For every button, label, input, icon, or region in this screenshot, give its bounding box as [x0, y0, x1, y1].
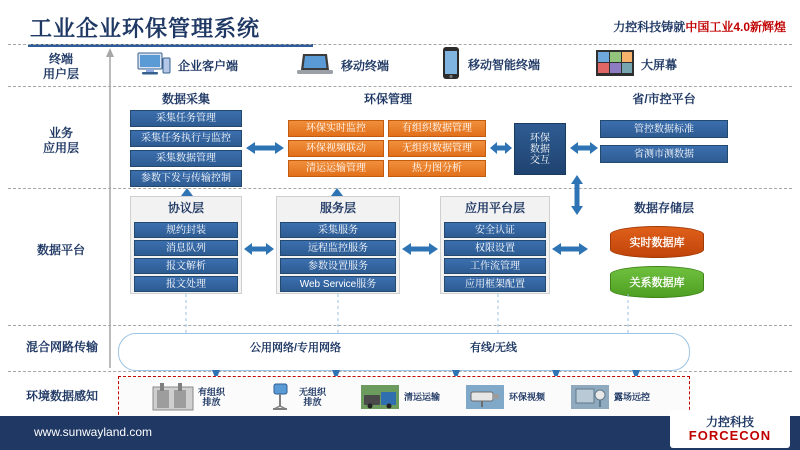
page-title: 工业企业环保管理系统 — [30, 16, 261, 41]
collect-header: 数据采集 — [161, 91, 210, 106]
envmgmt-item-l0[interactable]: 环保实时监控 — [288, 120, 384, 137]
arrow-protocol-to-service — [244, 243, 274, 255]
app-item-0[interactable]: 安全认证 — [444, 222, 546, 238]
storage-header: 数据存储层 — [633, 200, 694, 215]
service-item-2[interactable]: 参数设置服务 — [280, 258, 396, 274]
sensor-label: 环保视频 — [509, 392, 546, 402]
row-label-terminal: 终端 用户层 — [42, 52, 79, 81]
truck-icon — [360, 383, 400, 411]
envmgmt-item-l2[interactable]: 清运运输管理 — [288, 160, 384, 177]
collect-item-2[interactable]: 采集数据管理 — [130, 150, 242, 167]
videowall-icon — [595, 48, 635, 80]
network-label-left: 公用网络/专用网络 — [250, 342, 342, 354]
row-label-platform: 数据平台 — [36, 243, 85, 257]
stack-emission-icon — [152, 383, 194, 411]
brand-name-en: FORCECON — [688, 427, 772, 443]
app-item-2[interactable]: 工作流管理 — [444, 258, 546, 274]
sensor-stack-emission[interactable] — [152, 383, 225, 411]
sensor-label: 有组织 排放 — [198, 387, 226, 407]
terminal-desktop[interactable] — [136, 50, 238, 80]
envmgmt-item-l1[interactable]: 环保视频联动 — [288, 140, 384, 157]
arrow-app-to-storage — [552, 243, 588, 255]
laptop-icon — [295, 50, 335, 80]
terminal-label: 移动智能终端 — [468, 57, 541, 72]
terminal-laptop[interactable] — [295, 50, 389, 80]
province-header: 省/市控平台 — [632, 91, 696, 106]
protocol-item-3[interactable]: 报文处理 — [134, 276, 238, 292]
protocol-item-0[interactable]: 规约封装 — [134, 222, 238, 238]
service-item-3[interactable]: Web Service服务 — [280, 276, 396, 292]
envmgmt-item-r0[interactable]: 有组织数据管理 — [388, 120, 486, 137]
terminal-smartphone[interactable] — [440, 46, 540, 82]
arrow-exchange-to-app — [570, 175, 582, 215]
app-item-1[interactable]: 权限设置 — [444, 240, 546, 256]
protocol-item-2[interactable]: 报文解析 — [134, 258, 238, 274]
sensor-remote-monitor[interactable] — [570, 383, 650, 411]
app-header: 应用平台层 — [464, 200, 525, 215]
brand-name-cn: 力控科技 — [705, 414, 754, 429]
slogan-highlight: 中国工业4.0新辉煌 — [685, 20, 786, 34]
platform-to-network-lines — [118, 294, 688, 336]
slogan-prefix: 力控科技铸就 — [613, 20, 686, 34]
separator-terminal — [8, 86, 792, 87]
service-header: 服务层 — [319, 200, 356, 215]
row-label-sensing: 环境数据感知 — [25, 389, 98, 403]
separator-top — [8, 44, 792, 45]
collect-item-3[interactable]: 参数下发与传输控制 — [130, 170, 242, 187]
layer-axis-arrow — [104, 48, 116, 370]
terminal-label: 移动终端 — [341, 58, 390, 73]
brand-logo — [670, 410, 790, 448]
service-item-1[interactable]: 远程监控服务 — [280, 240, 396, 256]
envmgmt-header: 环保管理 — [363, 91, 412, 106]
dust-sensor-icon — [265, 383, 295, 411]
province-item-0[interactable]: 管控数据标准 — [600, 120, 728, 138]
terminal-label: 大屏幕 — [641, 57, 678, 72]
arrow-env-to-exchange — [490, 142, 512, 154]
app-item-3[interactable]: 应用框架配置 — [444, 276, 546, 292]
network-cloud — [118, 333, 690, 371]
sensor-label: 露场远控 — [614, 392, 651, 402]
website-url[interactable]: www.sunwayland.com — [34, 425, 153, 439]
env-data-exchange[interactable]: 环保 数据 交互 — [514, 123, 566, 175]
collect-item-0[interactable]: 采集任务管理 — [130, 110, 242, 127]
collect-item-1[interactable]: 采集任务执行与监控 — [130, 130, 242, 147]
network-label-right: 有线/无线 — [470, 342, 518, 354]
protocol-item-1[interactable]: 消息队列 — [134, 240, 238, 256]
slogan — [613, 18, 786, 35]
envmgmt-item-r2[interactable]: 热力图分析 — [388, 160, 486, 177]
sensor-camera[interactable] — [465, 383, 545, 411]
desktop-icon — [136, 50, 172, 80]
arrow-collect-to-env — [246, 142, 284, 154]
sensor-label: 清运运输 — [404, 392, 441, 402]
relational-database[interactable]: 关系数据库 — [610, 266, 704, 298]
row-label-network: 混合网路传输 — [25, 340, 98, 354]
sensor-truck[interactable] — [360, 383, 440, 411]
protocol-header: 协议层 — [167, 200, 204, 215]
camera-icon — [465, 383, 505, 411]
row-label-business: 业务 应用层 — [42, 126, 79, 155]
terminal-label: 企业客户端 — [178, 58, 239, 73]
arrow-service-to-app — [402, 243, 438, 255]
terminal-videowall[interactable] — [595, 48, 677, 80]
province-item-1[interactable]: 省测市测数据 — [600, 145, 728, 163]
envmgmt-item-r1[interactable]: 无组织数据管理 — [388, 140, 486, 157]
remote-monitor-icon — [570, 383, 610, 411]
realtime-database[interactable]: 实时数据库 — [610, 226, 704, 258]
separator-business — [8, 188, 792, 189]
service-item-0[interactable]: 采集服务 — [280, 222, 396, 238]
sensor-dust[interactable] — [265, 383, 326, 411]
smartphone-icon — [440, 46, 462, 82]
sensor-label: 无组织 排放 — [299, 387, 327, 407]
arrow-exchange-to-province — [570, 142, 598, 154]
